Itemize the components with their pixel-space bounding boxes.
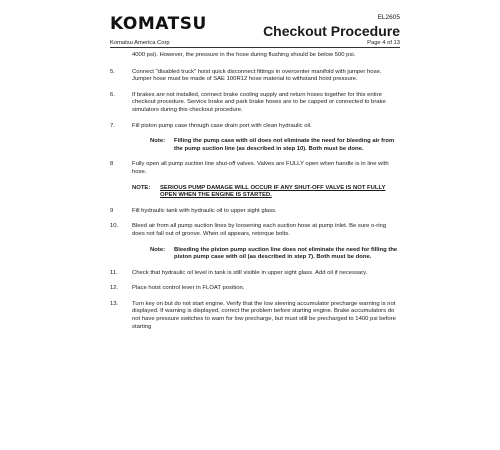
company-name: Komatsu America Corp <box>110 40 170 46</box>
step-number: 5. <box>110 68 115 75</box>
step-number: 9 <box>110 207 114 214</box>
step-text: Fill hydraulic tank with hydraulic oil to upper sight glass. <box>132 207 277 214</box>
step-5 <box>110 69 400 84</box>
note-label: NOTE: <box>132 184 151 191</box>
continuation-text: 4000 psi). However, the pressure in the hose during flushing should be below 500 psi. <box>132 52 356 58</box>
step-number: 13. <box>110 300 119 307</box>
step-13 <box>110 301 400 331</box>
warning-text: SERIOUS PUMP DAMAGE WILL OCCUR IF ANY SHUT-OFF VALVE IS NOT FULLY OPEN WHEN THE ENGINE IS STARTED. <box>160 184 386 199</box>
note-label: Note: <box>150 138 166 145</box>
page-title: Checkout Procedure <box>263 23 400 39</box>
step-7 <box>110 123 400 131</box>
step-number: 7. <box>110 122 115 129</box>
note-bleeding <box>150 247 400 262</box>
komatsu-logo: KOMATSU <box>110 14 207 34</box>
step-number: 11. <box>110 269 118 276</box>
step-9 <box>110 208 400 216</box>
note-text: Bleeding the piston pump suction line does not eliminate the need for filling the piston pump case with oil (as described in step 7). Both must be done. <box>174 246 398 261</box>
note-pump-case <box>150 138 400 153</box>
step-text: Fill piston pump case through case drain port with clean hydraulic oil. <box>132 122 312 129</box>
header-divider <box>110 47 400 48</box>
step-6 <box>110 92 400 115</box>
step-number: 6. <box>110 91 115 98</box>
page-header <box>110 14 400 48</box>
step-text: Connect "disabled truck" hoist quick disconnect fittings in overcenter manifold with jumper hose. Jumper hose must be made of SAE 100R12 hose material to withstand hoist pressure. <box>132 68 382 83</box>
step-10 <box>110 223 400 238</box>
note-label: Note: <box>150 246 166 253</box>
warning-note <box>132 185 400 200</box>
note-text: Filling the pump case with oil does not eliminate the need for bleeding air from the pump suction line (as described in step 10). Both must be done. <box>174 138 395 152</box>
step-11 <box>110 270 400 278</box>
step-8 <box>110 161 400 176</box>
step-text: Bleed air from all pump suction lines by loosening each suction hose at pump inlet. Be sure o-ring does not fall out of groove. When oil appears, retorque bolts. <box>132 223 387 237</box>
page-number: Page 4 of 13 <box>367 40 400 46</box>
step-text: If brakes are not installed, connect brake cooling supply and return hoses together for this entire checkout procedure. Service brake and park brake hoses are to be capped or connected to brake simulators during this checkout procedure. <box>132 91 386 113</box>
step-number: 10. <box>110 223 119 230</box>
step-text: Turn key on but do not start engine. Verify that the low steering accumulator precharge warning is not displayed. If warning is displayed, correct the problem before starting engine. Brake accumulators do not have pressure switches to warn for low precharge, but must still be precharged to 1400 psi before starting <box>132 300 396 330</box>
step-12 <box>110 285 400 293</box>
step-number: 8 <box>110 161 114 168</box>
step-text: Fully open all pump suction line shut-off valves. Valves are FULLY open when handle is in line with hose. <box>132 161 389 175</box>
step-text: Check that hydraulic oil level in tank is still visible in upper sight glass. Add oil if necessary. <box>132 269 368 276</box>
procedure-body <box>110 52 400 339</box>
document-number: EL2605 <box>377 14 400 21</box>
step-number: 12. <box>110 285 119 292</box>
step-text: Place hoist control lever in FLOAT position. <box>132 285 245 292</box>
